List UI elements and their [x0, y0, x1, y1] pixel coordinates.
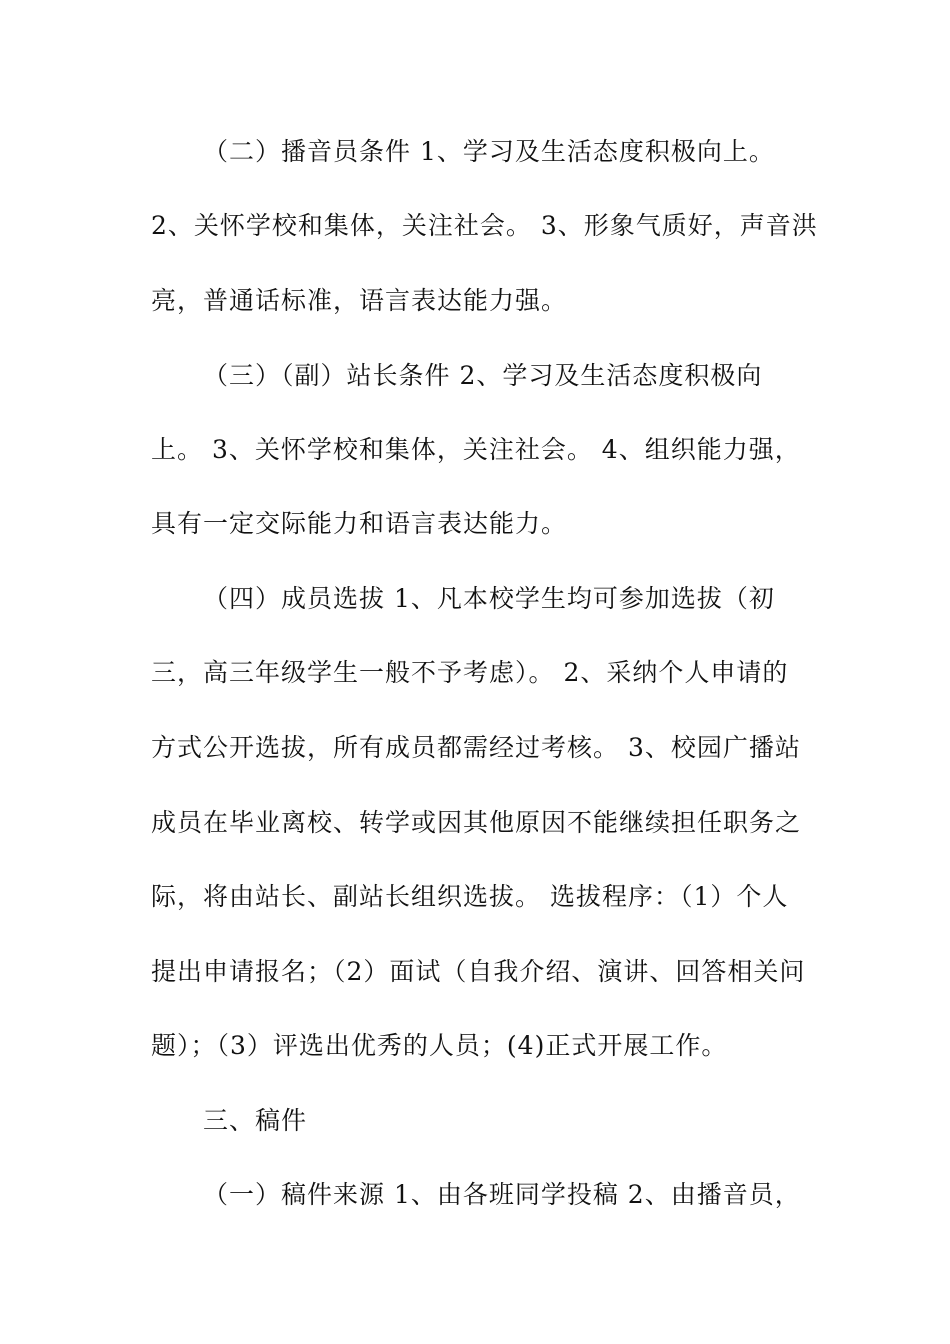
paragraph-line: （二）播音员条件 1、学习及生活态度积极向上。 [203, 137, 775, 166]
paragraph-line: 成员在毕业离校、转学或因其他原因不能继续担任职务之 [151, 808, 802, 837]
paragraph-line: 具有一定交际能力和语言表达能力。 [151, 509, 568, 538]
paragraph-line: 亮，普通话标准，语言表达能力强。 [151, 286, 568, 315]
paragraph-line: 际，将由站长、副站长组织选拔。 选拔程序：（1）个人 [151, 882, 789, 911]
paragraph-line: 三，高三年级学生一般不予考虑）。 2、采纳个人申请的 [151, 658, 789, 687]
paragraph-line: 题）；（3）评选出优秀的人员；(4)正式开展工作。 [151, 1031, 728, 1060]
section-heading: 三、稿件 [203, 1106, 308, 1135]
paragraph-line: 方式公开选拔，所有成员都需经过考核。 3、校园广播站 [151, 733, 801, 762]
paragraph-line: 2、关怀学校和集体，关注社会。 3、形象气质好，声音洪 [151, 211, 818, 240]
paragraph-line: 提出申请报名；（2）面试（自我介绍、演讲、回答相关问 [151, 957, 806, 986]
paragraph-line: 上。 3、关怀学校和集体，关注社会。 4、组织能力强， [151, 435, 801, 464]
paragraph-line: （四）成员选拔 1、凡本校学生均可参加选拔（初 [203, 584, 775, 613]
paragraph-line: （三）（副）站长条件 2、学习及生活态度积极向 [203, 361, 763, 390]
paragraph-line: （一）稿件来源 1、由各班同学投稿 2、由播音员， [203, 1180, 801, 1209]
